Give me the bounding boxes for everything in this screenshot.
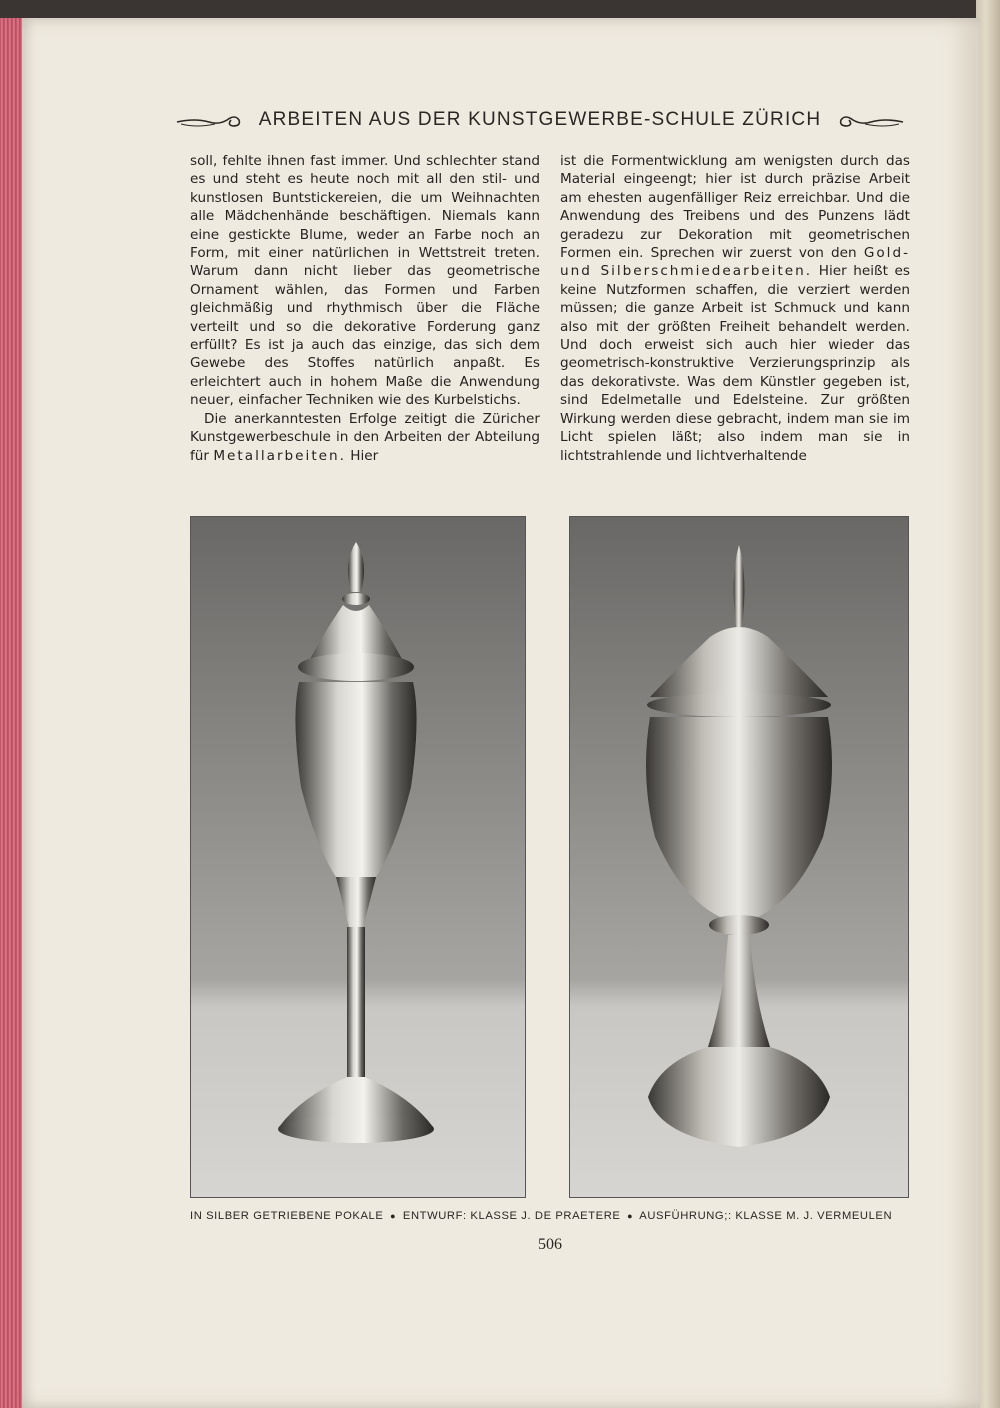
text-column-left <box>190 152 540 465</box>
bullet-separator: ● <box>627 1211 634 1221</box>
text-span: Die anerkanntesten Erfolge zeitigt die Züricher Kunstgewerbeschule in den Arbeiten der Abteilung für <box>190 410 540 464</box>
photo-goblet-left <box>190 516 526 1198</box>
left-ornament-icon <box>175 108 245 132</box>
bullet-separator: ● <box>390 1211 397 1221</box>
text-span: ist die Formentwicklung am wenigsten durch das Material eingeengt; hier ist durch präzise Arbeit am ehesten augenfälliger Reiz erreichbar. Und die Anwendung des Treibens und des Punzens lädt geradezu zur Dekoration mit geometrischen Formen ein. Sprechen wir zuerst von den <box>560 153 910 262</box>
header-title: ARBEITEN AUS DER KUNSTGEWERBE-SCHULE ZÜRICH <box>258 109 822 130</box>
paragraph: soll, fehlte ihnen fast immer. Und schlechter stand es und steht es heute noch mit all den stil- und kunstlosen Buntstickereien, die um Weihnachten alle Mädchenhände beschäftigen. Niemals kann eine gestickte Blume, weder an Farbe noch an Form, mit einer natürlichen in Wettstreit treten. Warum dann nicht lieber das geometrische Ornament wählen, das Formen und Farben gleichmäßig und rhythmisch über die Fläche verteilt und so die dekorative Forderung ganz erfüllt? Es ist ja auch das einzige, das sich dem Gewebe des Stoffes natürlich anpaßt. Es erleichtert auch in hohem Maße die Anwendung neuer, einfacher Techniken wie des Kurbelstichs. <box>190 153 540 409</box>
caption-title: IN SILBER GETRIEBENE POKALE <box>190 1210 384 1222</box>
spaced-term: Gold- und Silberschmiedearbeiten. <box>560 245 910 280</box>
paragraph <box>560 152 910 465</box>
text-span: Hier <box>350 447 379 464</box>
text-column-right <box>560 152 910 465</box>
caption-design: ENTWURF: KLASSE J. DE PRAETERE <box>402 1210 621 1222</box>
caption-execution: AUSFÜHRUNG;: KLASSE M. J. VERMEULEN <box>639 1210 893 1222</box>
photo-goblet-right <box>569 516 909 1198</box>
paragraph <box>190 410 540 465</box>
spaced-term: Metallarbeiten. <box>213 447 346 464</box>
right-ornament-icon <box>835 108 905 132</box>
goblet-right-illustration <box>570 517 908 1197</box>
goblet-left-illustration <box>191 517 525 1197</box>
figure-caption <box>190 1210 920 1222</box>
text-span: Hier heißt es keine Nutzformen schaffen, die verziert werden müssen; die ganze Arbeit ist Schmuck und kann also mit der größten Freiheit behandelt werden. Und doch erweist sich auch hier wieder das geometrisch-konstruktive Verzierungsprinzip als das dekorativste. Was dem Künstler gegeben ist, sind Edelmetalle und Edelsteine. Zur größten Wirkung werden diese gebracht, indem man sie im Licht spielen läßt; also indem man sie in lichtstrahlende und lichtverhaltende <box>560 263 911 464</box>
running-header <box>160 100 920 140</box>
page-number: 506 <box>538 1236 562 1253</box>
